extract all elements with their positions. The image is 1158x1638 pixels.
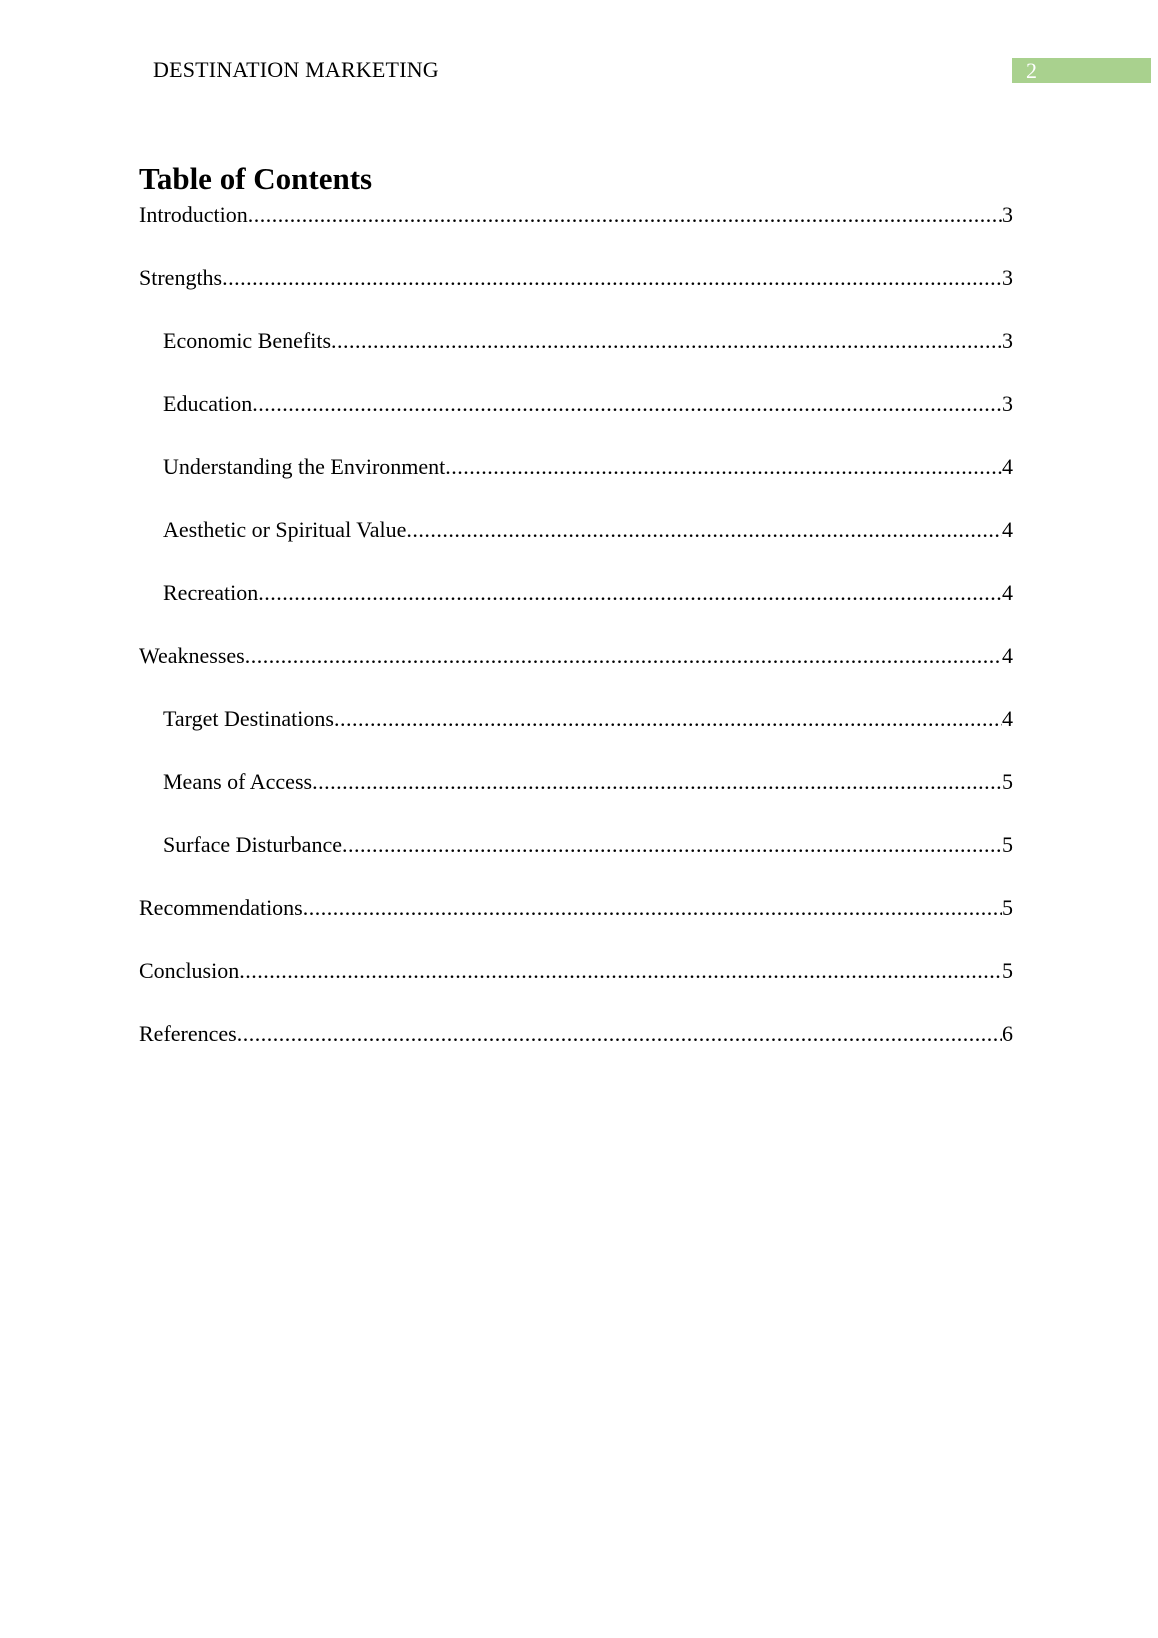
dot-leader: [406, 516, 1002, 544]
toc-entry-label: References: [139, 1021, 237, 1046]
dot-leader: [258, 579, 1002, 607]
dot-leader: [252, 390, 1002, 418]
toc-entry-references[interactable]: [139, 1020, 1013, 1083]
dot-leader: [237, 1020, 1002, 1048]
toc-entry-surface-disturbance[interactable]: [139, 831, 1013, 894]
dot-leader: [239, 957, 1002, 985]
dot-leader: [245, 642, 1002, 670]
toc-entry-recommendations[interactable]: [139, 894, 1013, 957]
toc-entry-means-of-access[interactable]: [139, 768, 1013, 831]
toc-entry-label: Economic Benefits: [163, 328, 332, 353]
dot-leader: [334, 705, 1002, 733]
toc-entry-page: 3: [1002, 391, 1013, 416]
toc-entry-page: 5: [1002, 832, 1013, 857]
toc-entry-understanding-the-environment[interactable]: [139, 453, 1013, 516]
running-header-title: DESTINATION MARKETING: [153, 57, 439, 82]
toc-entry-aesthetic-or-spiritual-value[interactable]: [139, 516, 1013, 579]
toc-entry-conclusion[interactable]: [139, 957, 1013, 1020]
toc-entry-label: Means of Access: [163, 769, 313, 794]
toc-entry-label: Weaknesses: [139, 643, 245, 668]
dot-leader: [222, 264, 1002, 292]
toc-entry-page: 3: [1002, 265, 1013, 290]
toc-list: [139, 201, 1013, 1083]
toc-entry-label: Recommendations: [139, 895, 303, 920]
toc-entry-education[interactable]: [139, 390, 1013, 453]
toc-entry-page: 5: [1002, 895, 1013, 920]
toc-entry-page: 5: [1002, 769, 1013, 794]
toc-entry-weaknesses[interactable]: [139, 642, 1013, 705]
toc-entry-page: 4: [1002, 706, 1013, 731]
dot-leader: [342, 831, 1002, 859]
toc-entry-page: 4: [1002, 643, 1013, 668]
dot-leader: [248, 201, 1002, 229]
toc-entry-economic-benefits[interactable]: [139, 327, 1013, 390]
toc-entry-label: Introduction: [139, 202, 248, 227]
toc-entry-label: Strengths: [139, 265, 223, 290]
toc-entry-introduction[interactable]: [139, 201, 1013, 264]
toc-entry-target-destinations[interactable]: [139, 705, 1013, 768]
toc-entry-page: 4: [1002, 454, 1013, 479]
toc-entry-page: 4: [1002, 580, 1013, 605]
page-number-badge: [1012, 58, 1151, 83]
toc-entry-label: Target Destinations: [163, 706, 334, 731]
dot-leader: [331, 327, 1002, 355]
toc-entry-label: Understanding the Environment: [163, 454, 446, 479]
toc-entry-label: Surface Disturbance: [163, 832, 342, 857]
dot-leader: [445, 453, 1002, 481]
toc-heading: Table of Contents: [139, 161, 373, 196]
toc-entry-label: Recreation: [163, 580, 259, 605]
toc-entry-label: Aesthetic or Spiritual Value: [163, 517, 407, 542]
toc-entry-page: 5: [1002, 958, 1013, 983]
toc-entry-label: Education: [163, 391, 253, 416]
toc-entry-page: 6: [1002, 1021, 1013, 1046]
toc-entry-page: 3: [1002, 328, 1013, 353]
toc-entry-page: 4: [1002, 517, 1013, 542]
dot-leader: [312, 768, 1002, 796]
dot-leader: [303, 894, 1002, 922]
page-number: 2: [1026, 58, 1037, 83]
toc-entry-recreation[interactable]: [139, 579, 1013, 642]
toc-entry-page: 3: [1002, 202, 1013, 227]
toc-entry-label: Conclusion: [139, 958, 240, 983]
toc-entry-strengths[interactable]: [139, 264, 1013, 327]
